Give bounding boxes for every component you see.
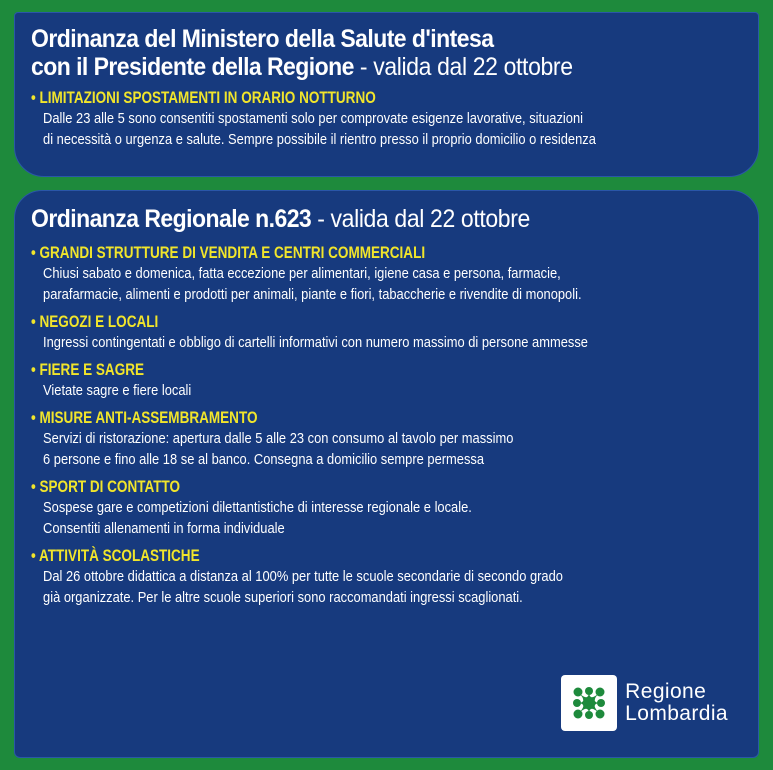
- section-text-line: Consentiti allenamenti in forma individuale: [43, 520, 285, 537]
- section-heading: [31, 360, 627, 380]
- section-title: FIERE E SAGRE: [39, 361, 145, 379]
- logo-text: [625, 681, 728, 725]
- regione-lombardia-logo: [561, 675, 728, 731]
- ordinance-section: [31, 408, 758, 470]
- regional-validity: - valida dal 22 ottobre: [311, 205, 530, 233]
- regional-title-text: Ordinanza Regionale n.623: [31, 205, 312, 233]
- bullet-icon: •: [31, 409, 40, 427]
- ordinance-section: [31, 546, 758, 608]
- section-title: LIMITAZIONI SPOSTAMENTI IN ORARIO NOTTURNO: [39, 89, 376, 107]
- section-text-line: Sospese gare e competizioni dilettantistiche di interesse regionale e locale.: [43, 499, 472, 516]
- bullet-icon: •: [31, 547, 39, 565]
- section-text-line: parafarmacie, alimenti e prodotti per animali, piante e fiori, tabaccherie e rivendite di monopoli.: [43, 286, 582, 303]
- section-heading: [31, 408, 627, 428]
- ministry-title-line2: [31, 53, 700, 81]
- ordinance-section: [31, 360, 758, 401]
- section-heading: [31, 312, 627, 332]
- section-title: GRANDI STRUTTURE DI VENDITA E CENTRI COMMERCIALI: [39, 244, 426, 262]
- section-text-line: Vietate sagre e fiere locali: [43, 382, 192, 399]
- logo-line2: Lombardia: [625, 702, 728, 725]
- section-title: ATTIVITÀ SCOLASTICHE: [38, 547, 200, 565]
- ordinance-section: [31, 477, 758, 539]
- regional-ordinance-title: [31, 205, 700, 233]
- section-title: NEGOZI E LOCALI: [39, 313, 159, 331]
- section-heading: [31, 546, 627, 566]
- section-text-line: Dal 26 ottobre didattica a distanza al 100% per tutte le scuole secondarie di secondo grado: [43, 568, 563, 585]
- section-title: SPORT DI CONTATTO: [39, 478, 181, 496]
- bullet-icon: •: [31, 361, 40, 379]
- ministry-title-line2-text: con il Presidente della Regione: [31, 53, 354, 81]
- section-text-line: già organizzate. Per le altre scuole superiori sono raccomandati ingressi scaglionati.: [43, 589, 523, 606]
- section-title: MISURE ANTI-ASSEMBRAMENTO: [39, 409, 258, 427]
- ministry-ordinance-title: [31, 25, 700, 81]
- ministry-sections: [31, 88, 758, 150]
- section-text-line: Ingressi contingentati e obbligo di cartelli informativi con numero massimo di persone ammesse: [43, 334, 588, 351]
- bullet-icon: •: [31, 313, 40, 331]
- ordinance-section: [31, 243, 758, 305]
- ministry-ordinance-panel: [14, 12, 759, 177]
- section-heading: [31, 88, 627, 108]
- regional-ordinance-panel: [14, 190, 759, 758]
- section-heading: [31, 243, 627, 263]
- logo-line1: Regione: [625, 680, 707, 703]
- ordinance-section: [31, 312, 758, 353]
- section-text-line: di necessità o urgenza e salute. Sempre possibile il rientro presso il proprio domicilio o residenza: [43, 131, 596, 148]
- rosa-camuna-icon: [561, 675, 617, 731]
- regional-sections: [31, 243, 758, 608]
- section-text-line: Servizi di ristorazione: apertura dalle 5 alle 23 con consumo al tavolo per massimo: [43, 430, 514, 447]
- bullet-icon: •: [31, 478, 40, 496]
- bullet-icon: •: [31, 244, 40, 262]
- section-heading: [31, 477, 627, 497]
- section-text-line: 6 persone e fino alle 18 se al banco. Consegna a domicilio sempre permessa: [43, 451, 485, 468]
- bullet-icon: •: [31, 89, 40, 107]
- section-text-line: Chiusi sabato e domenica, fatta eccezione per alimentari, igiene casa e persona, farmacie,: [43, 265, 561, 282]
- ministry-title-line1: Ordinanza del Ministero della Salute d'intesa: [31, 25, 494, 53]
- ordinance-section: [31, 88, 758, 150]
- section-text-line: Dalle 23 alle 5 sono consentiti spostamenti solo per comprovate esigenze lavorative, situazioni: [43, 110, 583, 127]
- ministry-validity: - valida dal 22 ottobre: [353, 53, 573, 81]
